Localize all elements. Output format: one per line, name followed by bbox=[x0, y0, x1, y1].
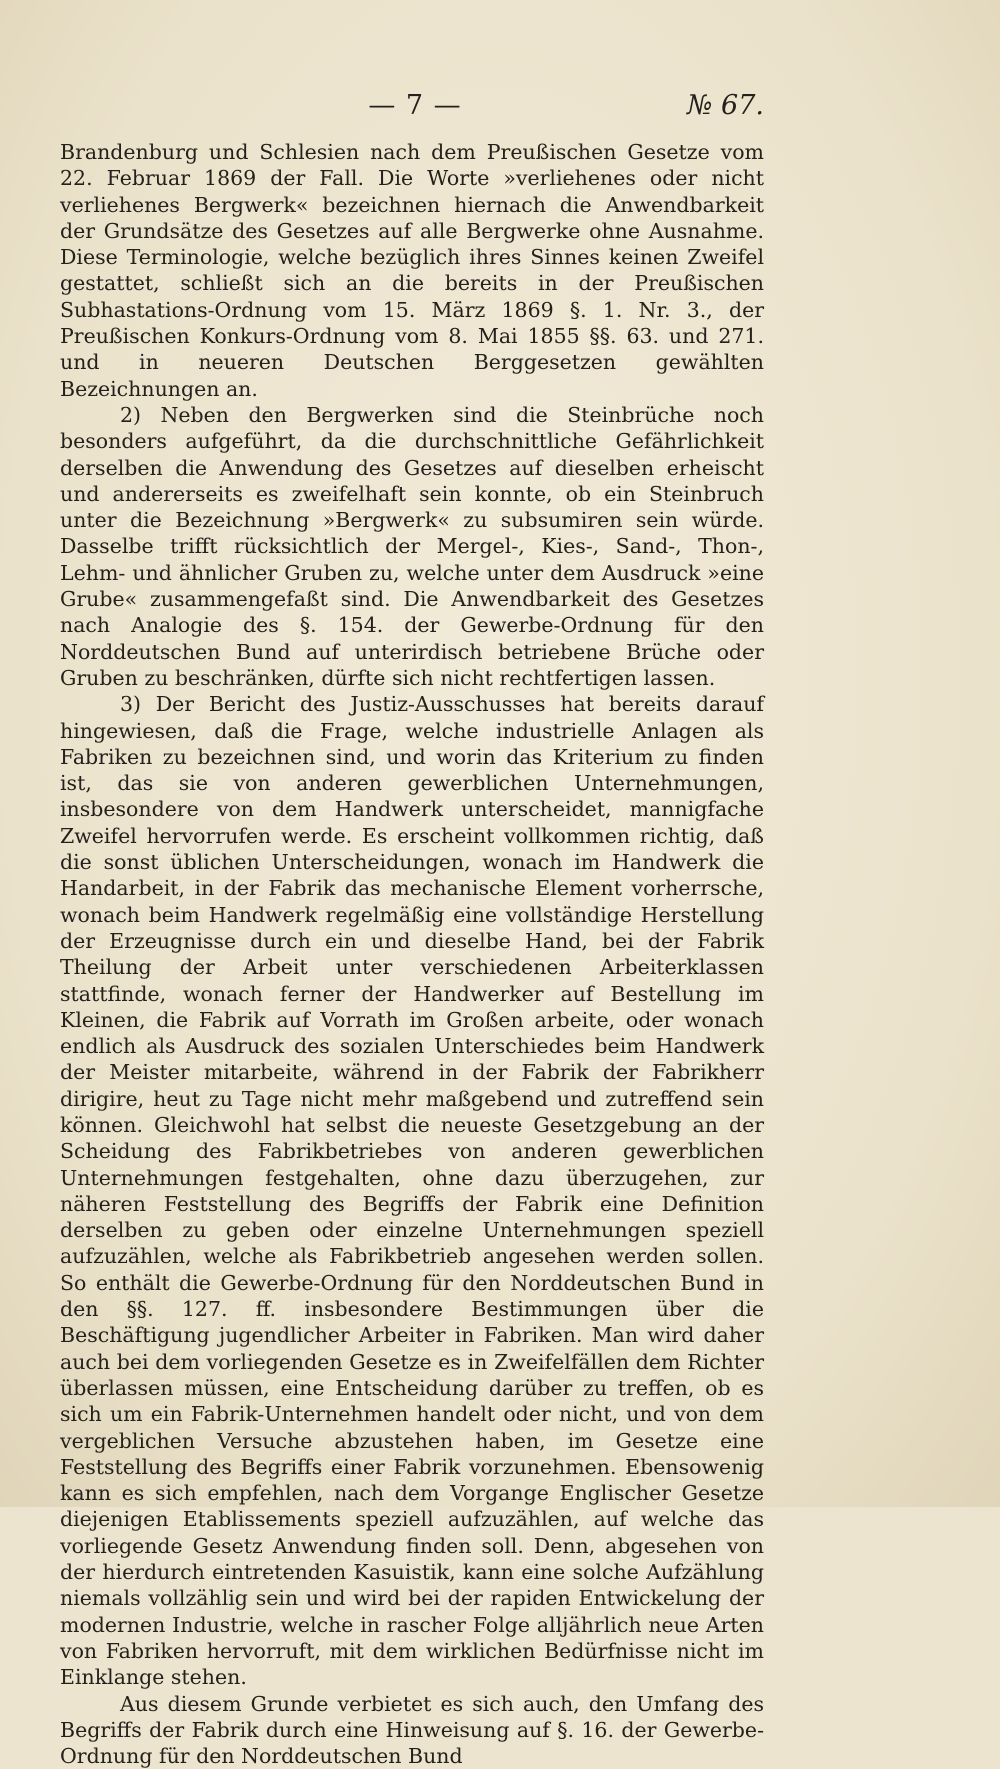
paragraph-2: 2) Neben den Bergwerken sind die Steinbrüche noch besonders aufgeführt, da die durchschnittliche Gefährlichkeit derselben die Anwendung des Gesetzes auf dieselben erheischt und andererseits es zweifelhaft sein konnte, ob ein Steinbruch unter die Bezeichnung »Bergwerk« zu subsumiren sein würde. Dasselbe trifft rücksichtlich der Mergel-, Kies-, Sand-, Thon-, Lehm- und ähnlicher Gruben zu, welche unter dem Ausdruck »eine Grube« zusammengefaßt sind. Die Anwendbarkeit des Gesetzes nach Analogie des §. 154. der Gewerbe-Ordnung für den Norddeutschen Bund auf unterirdisch betriebene Brüche oder Gruben zu beschränken, dürfte sich nicht rechtfertigen lassen. bbox=[60, 402, 764, 690]
body-text bbox=[60, 139, 764, 1769]
document-number: № 67. bbox=[686, 90, 764, 121]
paragraph-3: 3) Der Bericht des Justiz-Ausschusses hat bereits darauf hingewiesen, daß die Frage, welche industrielle Anlagen als Fabriken zu bezeichnen sind, und worin das Kriterium zu finden ist, das sie von anderen gewerblichen Unternehmungen, insbesondere von dem Handwerk unterscheidet, mannigfache Zweifel hervorrufen werde. Es erscheint vollkommen richtig, daß die sonst üblichen Unterscheidungen, wonach im Handwerk die Handarbeit, in der Fabrik das mechanische Element vorherrsche, wonach beim Handwerk regelmäßig eine vollständige Herstellung der Erzeugnisse durch ein und dieselbe Hand, bei der Fabrik Theilung der Arbeit unter verschiedenen Arbeiterklassen stattfinde, wonach ferner der Handwerker auf Bestellung im Kleinen, die Fabrik auf Vorrath im Großen arbeite, oder wonach endlich als Ausdruck des sozialen Unterschiedes beim Handwerk der Meister mitarbeite, während in der Fabrik der Fabrikherr dirigire, heut zu Tage nicht mehr maßgebend und zutreffend sein können. Gleichwohl hat selbst die neueste Gesetzgebung an der Scheidung des Fabrikbetriebes von anderen gewerblichen Unternehmungen festgehalten, ohne dazu überzugehen, zur näheren Feststellung des Begriffs der Fabrik eine Definition derselben zu geben oder einzelne Unternehmungen speziell aufzuzählen, welche als Fabrikbetrieb angesehen werden sollen. So enthält die Gewerbe-Ordnung für den Norddeutschen Bund in den §§. 127. ff. insbesondere Bestimmungen über die Beschäftigung jugendlicher Arbeiter in Fabriken. Man wird daher auch bei dem vorliegenden Gesetze es in Zweifelfällen dem Richter überlassen müssen, eine Entscheidung darüber zu treffen, ob es sich um ein Fabrik-Unternehmen handelt oder nicht, und von dem vergeblichen Versuche abzustehen haben, im Gesetze eine Feststellung des Begriffs einer Fabrik vorzunehmen. Ebensowenig kann es sich empfehlen, nach dem Vorgange Englischer Gesetze diejenigen Etablissements speziell aufzuzählen, auf welche das vorliegende Gesetz Anwendung finden soll. Denn, abgesehen von der hierdurch eintretenden Kasuistik, kann eine solche Aufzählung niemals vollzählig sein und wird bei der rapiden Entwickelung der modernen Industrie, welche in rascher Folge alljährlich neue Arten von Fabriken hervorruft, mit dem wirklichen Bedürfnisse nicht im Einklange stehen. bbox=[60, 692, 764, 1690]
paragraph-4: Aus diesem Grunde verbietet es sich auch, den Umfang des Begriffs der Fabrik durch eine Hinweisung auf §. 16. der Gewerbe-Ordnung für den Norddeutschen Bund bbox=[60, 1691, 764, 1769]
paragraph-continuation: Brandenburg und Schlesien nach dem Preußischen Gesetze vom 22. Februar 1869 der Fall. Die Worte »verliehenes oder nicht verliehenes Bergwerk« bezeichnen hiernach die Anwendbarkeit der Grundsätze des Gesetzes auf alle Bergwerke ohne Ausnahme. Diese Terminologie, welche bezüglich ihres Sinnes keinen Zweifel gestattet, schließt sich an die bereits in der Preußischen Subhastations-Ordnung vom 15. März 1869 §. 1. Nr. 3., der Preußischen Konkurs-Ordnung vom 8. Mai 1855 §§. 63. und 271. und in neueren Deutschen Berggesetzen gewählten Bezeichnungen an. bbox=[60, 140, 764, 401]
page-number: — 7 — bbox=[368, 90, 462, 121]
